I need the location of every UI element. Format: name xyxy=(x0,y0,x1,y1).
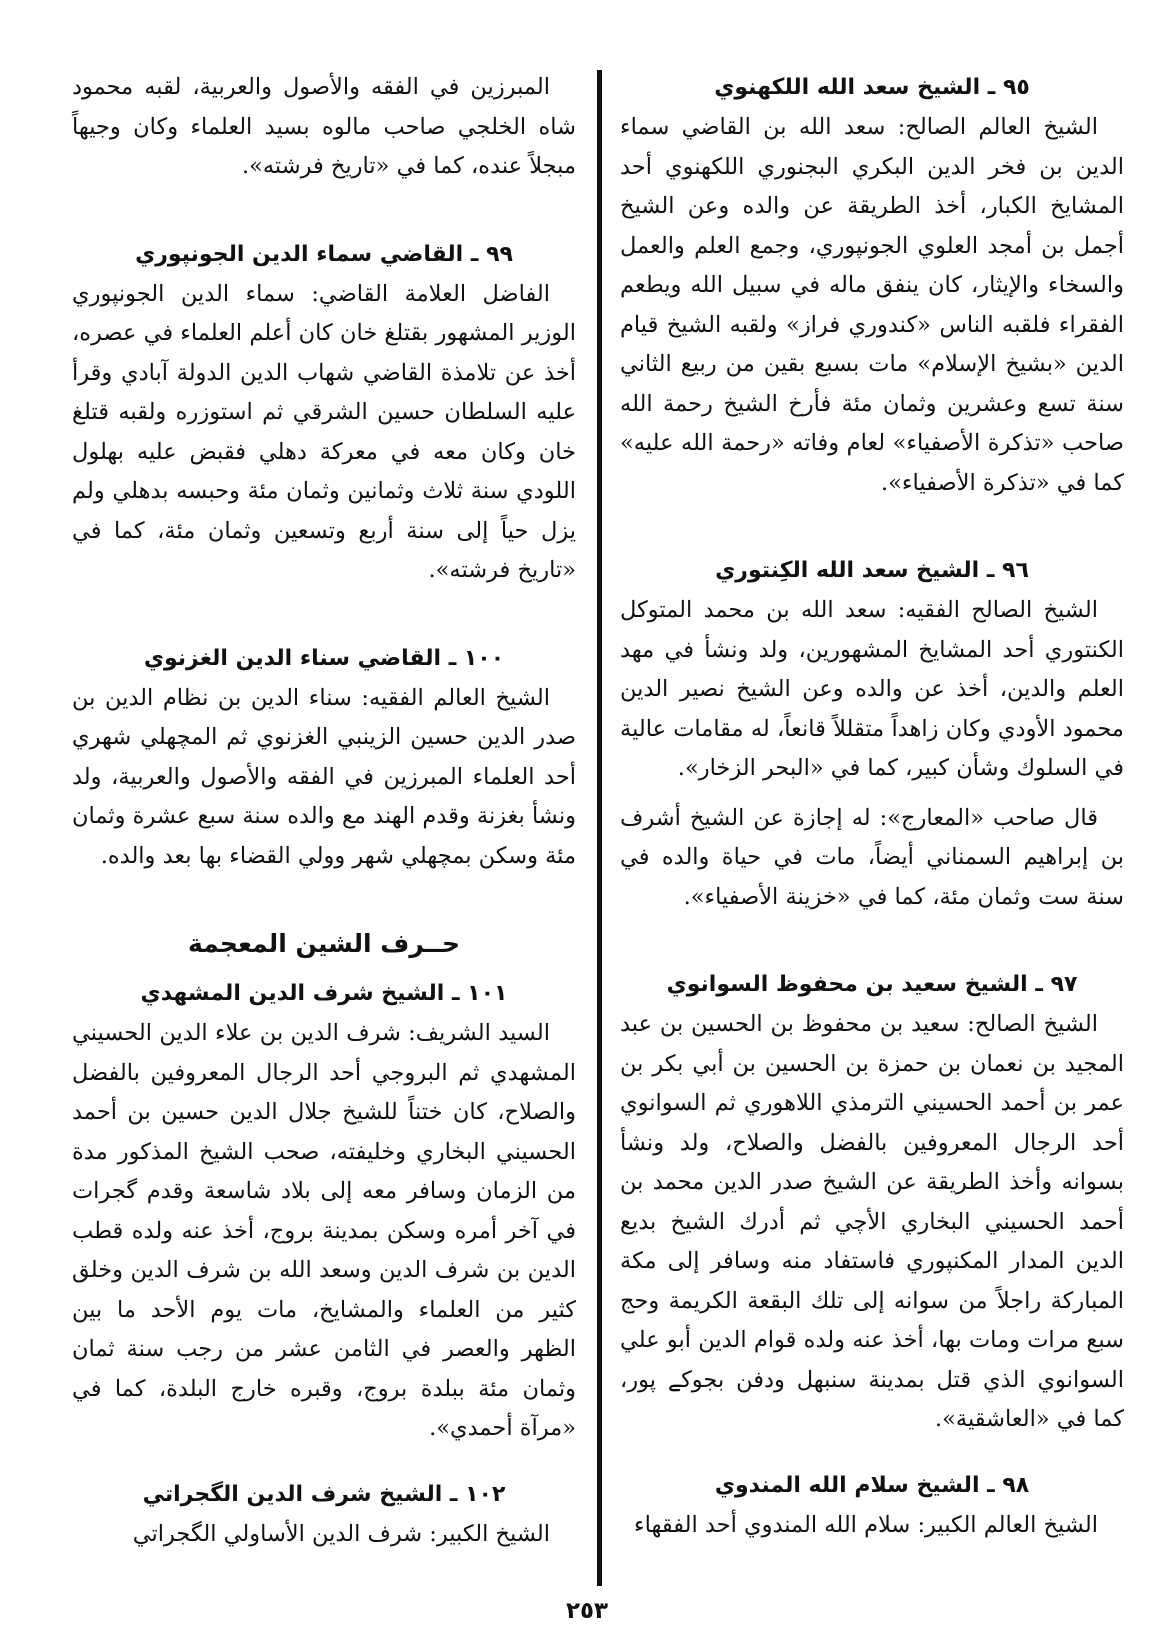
section-heading: حــرف الشين المعجمة xyxy=(188,929,460,958)
entry-97-heading: ٩٧ ـ الشيخ سعيد بن محفوظ السوانوي xyxy=(666,972,1078,997)
entry-96-heading: ٩٦ ـ الشيخ سعد الله الكِنتوري xyxy=(715,558,1029,583)
entry-99-text: الفاضل العلامة القاضي: سماء الدين الجونپوري الوزير المشهور بقتلغ خان كان أعلم العلماء في عصره، أخذ عن تلامذة القاضي شهاب الدين الدولة آبادي وقرأ عليه السلطان حسين الشرقي ثم استوزره ولقبه قتلغ خان وكان معه في معركة دهلي فقبض عليه بهلول اللودي سنة ثلاث وثمانين وثمان مئة وحبسه بدهلي ولم يزل حياً إلى سنة أربع وتسعين وثمان مئة، كما في «تاريخ فرشته». xyxy=(72,280,576,583)
page-number: ٢٥٣ xyxy=(565,1598,609,1624)
right-column xyxy=(620,68,1124,1545)
entry-95-heading: ٩٥ ـ الشيخ سعد الله اللكهنوي xyxy=(714,75,1030,100)
entry-98-heading: ٩٨ ـ الشيخ سلام الله المندوي xyxy=(714,1472,1030,1498)
entry-101-heading: ١٠١ ـ الشيخ شرف الدين المشهدي xyxy=(140,981,508,1006)
entry-99-heading: ٩٩ ـ القاضي سماء الدين الجونپوري xyxy=(135,241,513,267)
entry-101-text: السيد الشريف: شرف الدين بن علاء الدين الحسيني المشهدي ثم البروجي أحد الرجال المعروفين بالفضل والصلاح، كان ختناً للشيخ جلال الدين حسين بن أحمد الحسيني البخاري وخليفته، صحب الشيخ المذكور مدة من الزمان وسافر معه إلى بلاد شاسعة وقدم گجرات في آخر أمره وسكن بمدينة بروج، أخذ عنه ولده قطب الدين بن شرف الدين وسعد الله بن شرف الدين وخلق كثير من العلماء والمشايخ، مات يوم الأحد ما بين الظهر والعصر في الثامن عشر من رجب سنة ثمان وثمان مئة ببلدة بروج، وقبره خارج البلدة، كما في «مرآة أحمدي». xyxy=(72,1020,576,1441)
entry-98-text-continued: المبرزين في الفقه والأصول والعربية، لقبه محمود شاه الخلجي صاحب مالوه بسيد العلماء وكان وجيهاً مبجلاً عنده، كما في «تاريخ فرشته». xyxy=(72,74,576,179)
entry-102-heading: ١٠٢ ـ الشيخ شرف الدين الگجراتي xyxy=(142,1481,506,1507)
column-divider xyxy=(597,70,602,1586)
entry-97-text: الشيخ الصالح: سعيد بن محفوظ بن الحسين بن عبد المجيد بن نعمان بن حمزة بن الحسين بن أبي بكر بن عمر بن أحمد الحسيني الترمذي اللاهوري ثم السوانوي أحد الرجال المعروفين بالفضل والصلاح، ولد ونشأ بسوانه وأخذ الطريقة عن الشيخ صدر الدين محمد بن أحمد الحسيني البخاري الأچي ثم أدرك الشيخ بديع الدين المدار المكنپوري فاستفاد منه وسافر إلى مكة المباركة راجلاً من سوانه إلى تلك البقعة الكريمة وحج سبع مرات ومات بها، أخذ عنه ولده قوام الدين أبو علي السوانوي الذي قتل بمدينة سنبهل ودفن بجوكے پور، كما في «العاشقية». xyxy=(620,1011,1124,1432)
entry-100-heading: ١٠٠ ـ القاضي سناء الدين الغزنوي xyxy=(143,645,505,671)
left-column xyxy=(72,68,576,1554)
entry-98-text: الشيخ العالم الكبير: سلام الله المندوي أحد الفقهاء xyxy=(634,1511,1098,1538)
entry-96-text-continued: قال صاحب «المعارج»: له إجازة عن الشيخ أشرف بن إبراهيم السمناني أيضاً، مات في حياة والده في سنة ست وثمان مئة، كما في «خزينة الأصفياء». xyxy=(620,804,1124,910)
entry-100-text: الشيخ العالم الفقيه: سناء الدين بن نظام الدين بن صدر الدين حسين الزينبي الغزنوي ثم المچهلي شهري أحد العلماء المبرزين في الفقه والأصول والعربية، ولد ونشأ بغزنة وقدم الهند مع والده سنة سبع عشرة وثمان مئة وسكن بمچهلي شهر وولي القضاء بها بعد والده. xyxy=(72,684,576,869)
entry-96-text: الشيخ الصالح الفقيه: سعد الله بن محمد المتوكل الكنتوري أحد المشايخ المشهورين، ولد ونشأ في مهد العلم والدين، أخذ عن والده وعن الشيخ نصير الدين محمود الأودي وكان زاهداً متقللاً قانعاً، له مقامات عالية في السلوك وشأن كبير، كما في «البحر الزخار». xyxy=(620,597,1124,781)
entry-102-text: الشيخ الكبير: شرف الدين الأساولي الگجراتي xyxy=(132,1520,550,1547)
entry-95-text: الشيخ العالم الصالح: سعد الله بن القاضي سماء الدين بن فخر الدين البكري البجنوري اللكهنوي أحد المشايخ الكبار، أخذ الطريقة عن والده وعن الشيخ أجمل بن أمجد العلوي الجونپوري، وجمع العلم والعمل والسخاء والإيثار، كان ينفق ماله في سبيل الله ويطعم الفقراء فلقبه الناس «كندوري فراز» ولقبه الشيخ قيام الدين «بشيخ الإسلام» مات بسبع بقين من ربيع الثاني سنة تسع وعشرين وثمان مئة فأرخ الشيخ رحمة الله صاحب «تذكرة الأصفياء» لعام وفاته «رحمة الله عليه» كما في «تذكرة الأصفياء». xyxy=(620,114,1124,496)
